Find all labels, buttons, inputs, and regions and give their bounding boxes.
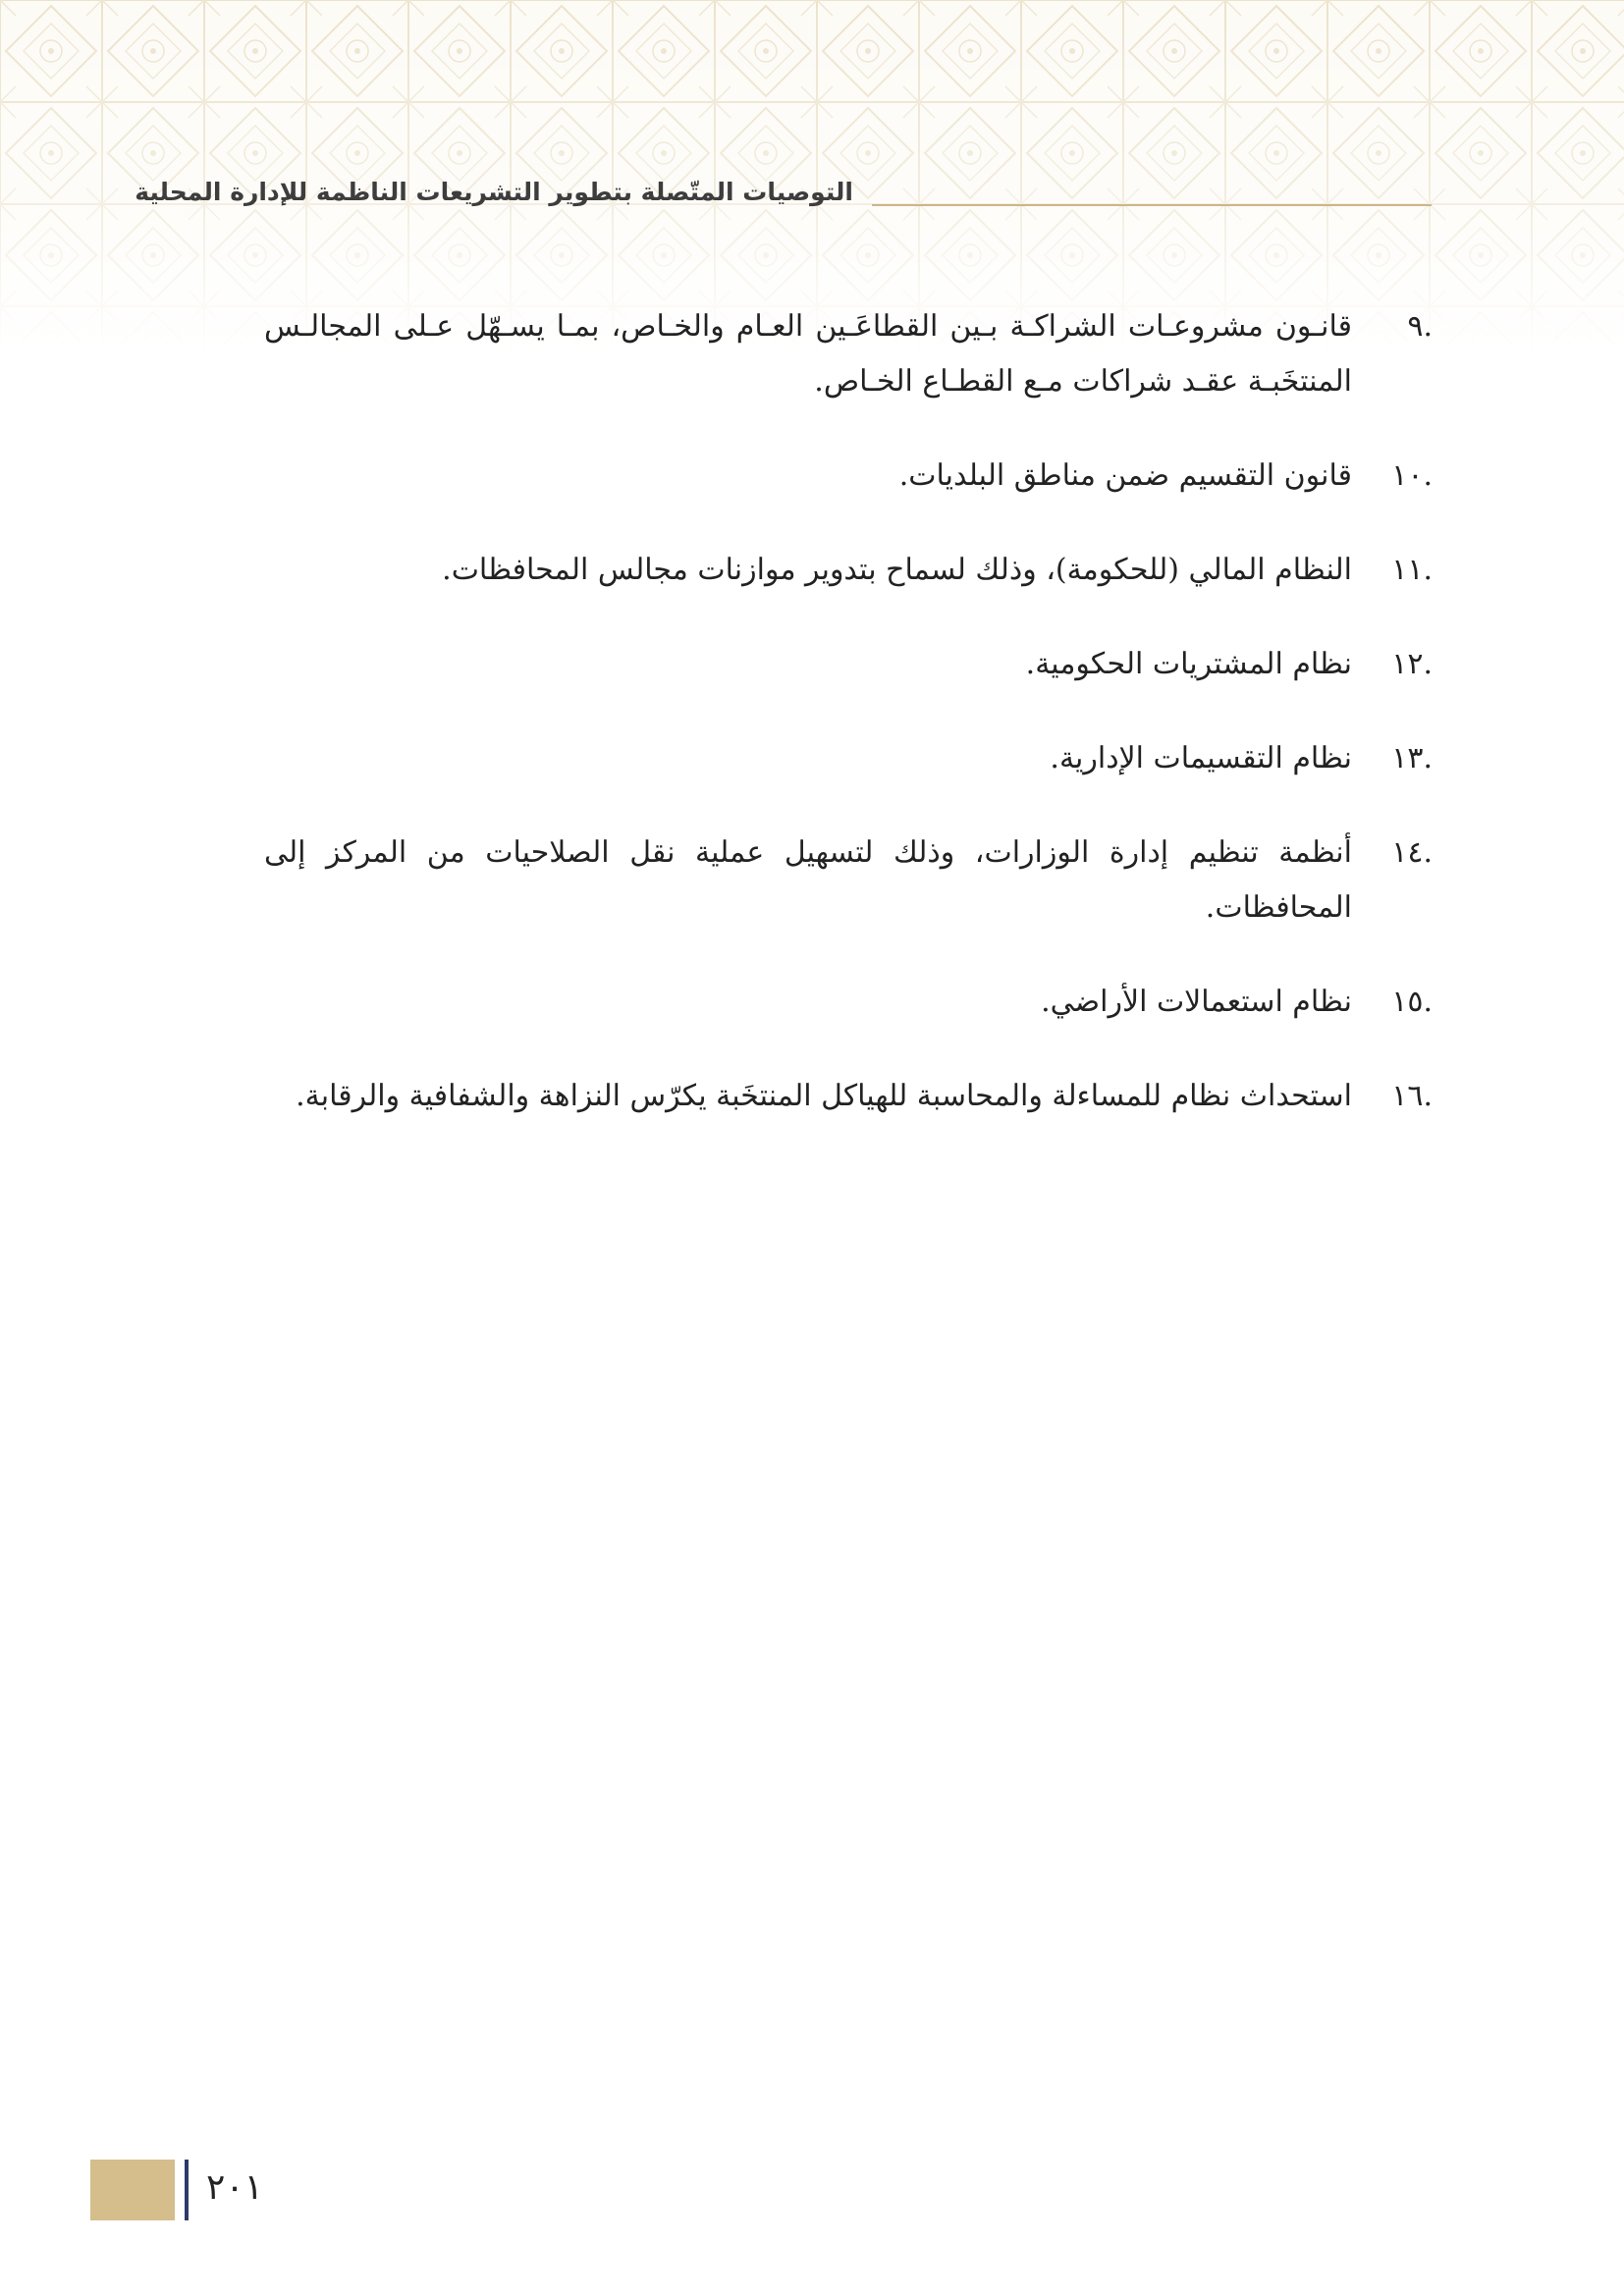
item-number: .١٦ <box>1391 1079 1433 1113</box>
item-text: استحداث نظام للمساءلة والمحاسبة للهياكل المنتخَبة يكرّس النزاهة والشفافية والرقابة. <box>296 1079 1352 1113</box>
list-item <box>264 449 1433 504</box>
list-item <box>264 826 1433 935</box>
header-rule <box>872 204 1432 206</box>
item-text: أنظمة تنظيم إدارة الوزارات، وذلك لتسهيل عملية نقل الصلاحيات من المركز إلى المحافظات. <box>264 835 1352 925</box>
list-item <box>264 975 1433 1030</box>
list-item <box>264 637 1433 692</box>
item-number: .٩ <box>1407 309 1433 344</box>
item-number: .١٢ <box>1391 647 1433 681</box>
item-number: .١١ <box>1391 553 1433 587</box>
page-number: ٢٠١ <box>206 2167 264 2208</box>
recommendations-list <box>264 299 1433 1163</box>
item-text: نظام استعمالات الأراضي. <box>1041 985 1352 1019</box>
item-number: .١٣ <box>1391 741 1433 775</box>
running-header <box>0 172 1624 221</box>
item-number: .١٠ <box>1391 458 1433 493</box>
item-text: قانون التقسيم ضمن مناطق البلديات. <box>898 458 1352 493</box>
item-number: .١٥ <box>1391 985 1433 1019</box>
header-title: التوصيات المتّصلة بتطوير التشريعات الناظمة للإدارة المحلية <box>135 178 853 206</box>
list-item <box>264 299 1433 409</box>
footer-divider-bar <box>185 2160 189 2220</box>
list-item <box>264 1069 1433 1124</box>
item-number: .١٤ <box>1391 835 1433 870</box>
item-text: قانـون مشروعـات الشراكـة بـين القطاعَـين العـام والخـاص، بمـا يسـهّل عـلى المجالـس المنتخَبـة عقـد شراكات مـع القطـاع الخـاص. <box>264 309 1352 399</box>
list-item <box>264 543 1433 598</box>
list-item <box>264 731 1433 786</box>
item-text: نظام التقسيمات الإدارية. <box>1050 741 1352 775</box>
item-text: نظام المشتريات الحكومية. <box>1025 647 1352 681</box>
item-text: النظام المالي (للحكومة)، وذلك لسماح بتدوير موازنات مجالس المحافظات. <box>442 553 1352 587</box>
footer-accent-box <box>90 2160 175 2220</box>
